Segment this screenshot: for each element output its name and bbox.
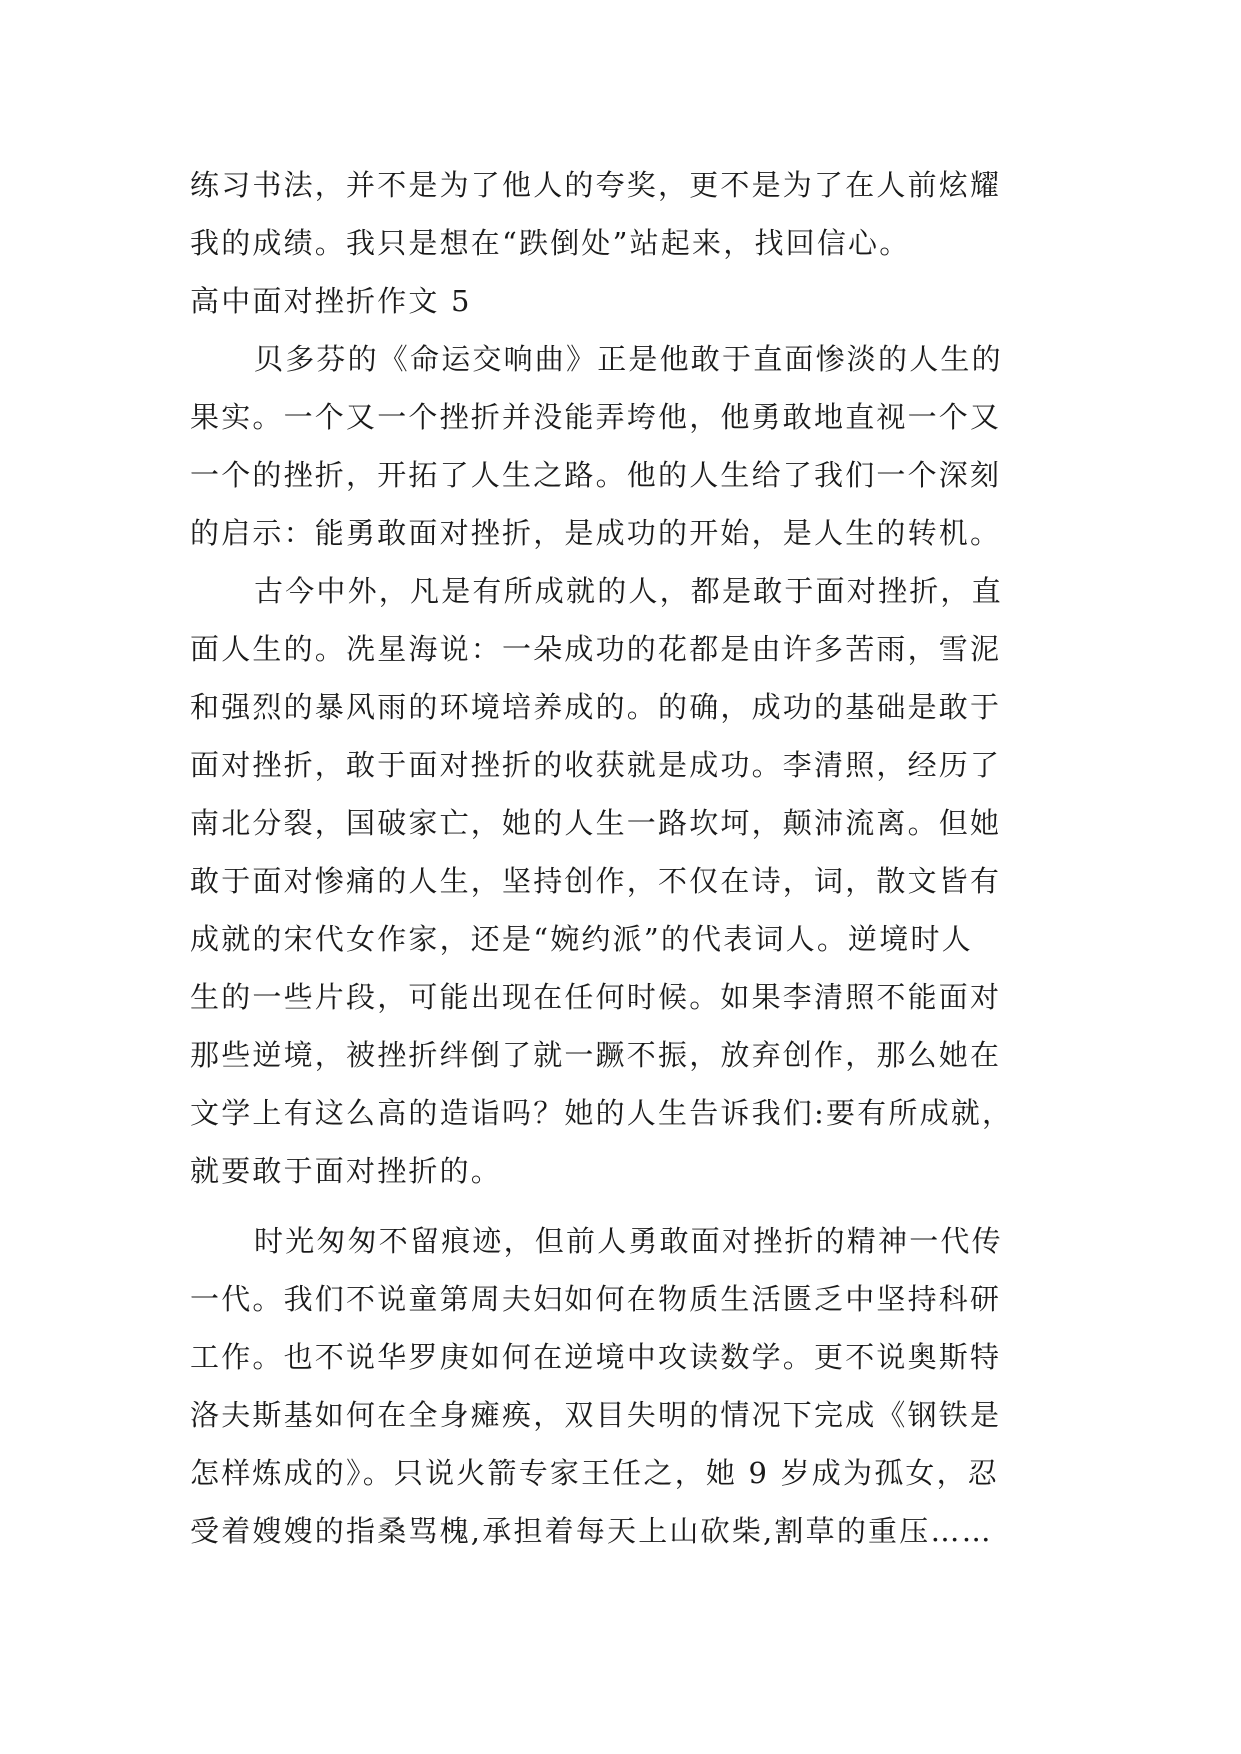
paragraph-first-line: 时光匆匆不留痕迹，但前人勇敢面对挫折的精神一代传	[254, 1224, 1003, 1258]
text-line: 那些逆境，被挫折绊倒了就一蹶不振，放弃创作，那么她在	[190, 1038, 1002, 1072]
text-line: 生的一些片段，可能出现在任何时候。如果李清照不能面对	[190, 980, 1002, 1014]
text-line: 的启示：能勇敢面对挫折，是成功的开始，是人生的转机。	[190, 516, 1002, 550]
section-title: 高中面对挫折作文 5	[190, 284, 472, 318]
paragraph-first-line: 古今中外，凡是有所成就的人，都是敢于面对挫折，直	[254, 574, 1003, 608]
text-line: 工作。也不说华罗庚如何在逆境中攻读数学。更不说奥斯特	[190, 1340, 1002, 1374]
text-line: 练习书法，并不是为了他人的夸奖，更不是为了在人前炫耀	[190, 168, 1002, 202]
text-line: 成就的宋代女作家，还是“婉约派”的代表词人。逆境时人	[190, 922, 973, 956]
text-line: 一个的挫折，开拓了人生之路。他的人生给了我们一个深刻	[190, 458, 1002, 492]
text-line: 怎样炼成的》。只说火箭专家王任之，她 9 岁成为孤女，忍	[190, 1456, 999, 1490]
text-line: 洛夫斯基如何在全身瘫痪，双目失明的情况下完成《钢铁是	[190, 1398, 1002, 1432]
text-line: 果实。一个又一个挫折并没能弄垮他，他勇敢地直视一个又	[190, 400, 1002, 434]
essay-text	[190, 156, 1070, 1560]
text-line: 一代。我们不说童第周夫妇如何在物质生活匮乏中坚持科研	[190, 1282, 1002, 1316]
text-line: 就要敢于面对挫折的。	[190, 1154, 503, 1188]
text-line: 我的成绩。我只是想在“跌倒处”站起来，找回信心。	[190, 226, 911, 260]
text-line: 文学上有这么高的造诣吗？她的人生告诉我们:要有所成就，	[190, 1096, 1014, 1130]
text-line: 敢于面对惨痛的人生，坚持创作，不仅在诗，词，散文皆有	[190, 864, 1002, 898]
text-line: 面对挫折，敢于面对挫折的收获就是成功。李清照，经历了	[190, 748, 1002, 782]
paragraph-gap	[190, 1200, 1070, 1212]
text-line: 南北分裂，国破家亡，她的人生一路坎坷，颠沛流离。但她	[190, 806, 1002, 840]
text-line: 和强烈的暴风雨的环境培养成的。的确，成功的基础是敢于	[190, 690, 1002, 724]
text-line: 面人生的。冼星海说：一朵成功的花都是由许多苦雨，雪泥	[190, 632, 1002, 666]
paragraph-first-line: 贝多芬的《命运交响曲》正是他敢于直面惨淡的人生的	[254, 342, 1003, 376]
text-line: 受着嫂嫂的指桑骂槐,承担着每天上山砍柴,割草的重压……	[190, 1514, 993, 1548]
